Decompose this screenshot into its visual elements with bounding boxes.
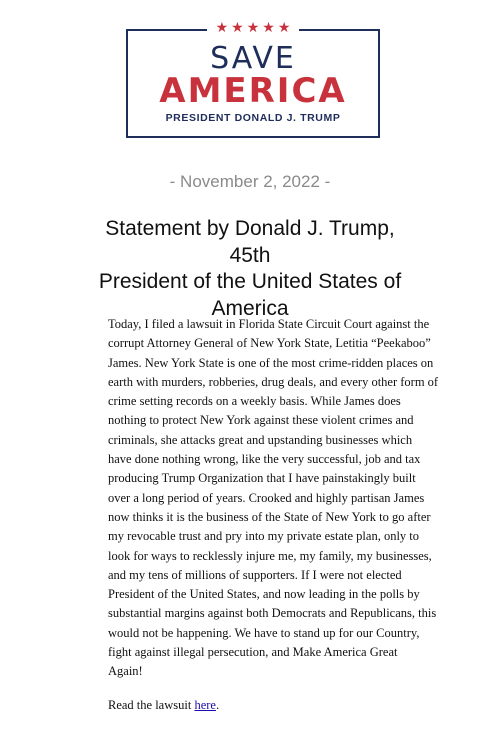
body-line: producing Trump Organization that I have painstakingly built: [108, 471, 416, 486]
body-line: criminals, she attacks great and upstanding businesses which: [108, 432, 413, 447]
read-lawsuit-prefix: Read the lawsuit: [108, 698, 195, 712]
logo-stars: [128, 21, 378, 35]
logo-subtitle: PRESIDENT DONALD J. TRUMP: [165, 112, 341, 124]
body-line: earth with murders, robberies, drug deals, and every other form of: [108, 374, 439, 389]
title-line: America: [211, 296, 289, 320]
logo-america-text: AMERICA: [159, 71, 347, 111]
lawsuit-link[interactable]: here: [194, 698, 216, 712]
body-line: and my tens of millions of supporters. If I were not elected: [108, 567, 402, 582]
body-line: substantial margins against both Democrats and Republicans, this: [108, 606, 437, 621]
star-icon: ★: [277, 20, 294, 36]
body-line: have done nothing wrong, like the very successful, job and tax: [108, 452, 421, 467]
statement-date: - November 2, 2022 -: [169, 172, 331, 191]
body-line: Today, I filed a lawsuit in Florida State Circuit Court against the: [108, 317, 430, 331]
save-america-logo: [126, 20, 380, 138]
statement-title: [90, 216, 410, 322]
body-line: nothing to protect New York against these violent crimes and: [108, 413, 414, 428]
body-line: my revocable trust and pry into my private estate plan, only to: [108, 529, 420, 544]
body-line: President of the United States, and now leading in the polls by: [108, 587, 420, 602]
body-line: now thinks it is the business of the State of New York to go after: [108, 509, 431, 524]
statement-body: [108, 315, 439, 682]
title-line: President of the United States of: [98, 270, 402, 293]
body-line: over a long period of years. Crooked and highly partisan James: [108, 490, 425, 505]
star-icon: ★: [215, 20, 232, 36]
body-line: fight against illegal persecution, and Make America Great: [108, 645, 398, 660]
star-icon: ★: [262, 20, 278, 36]
read-lawsuit-suffix: .: [215, 698, 220, 712]
read-lawsuit-line: [108, 697, 219, 713]
star-icon: ★: [246, 20, 263, 36]
body-line: look for ways to recklessly injure me, my family, my businesses,: [108, 548, 432, 563]
title-line: Statement by Donald J. Trump, 45th: [105, 217, 395, 267]
body-line: James. New York State is one of the most crime-ridden places on: [108, 355, 434, 370]
body-line: crime setting records on a weekly basis. While James does: [108, 394, 401, 409]
body-line: Again!: [108, 664, 143, 679]
body-line: would not be happening. We have to stand up for our Country,: [108, 625, 420, 640]
body-line: corrupt Attorney General of New York State, Letitia “Peekaboo”: [108, 336, 431, 351]
star-icon: ★: [231, 20, 247, 36]
logo-save-text: SAVE: [210, 41, 296, 76]
